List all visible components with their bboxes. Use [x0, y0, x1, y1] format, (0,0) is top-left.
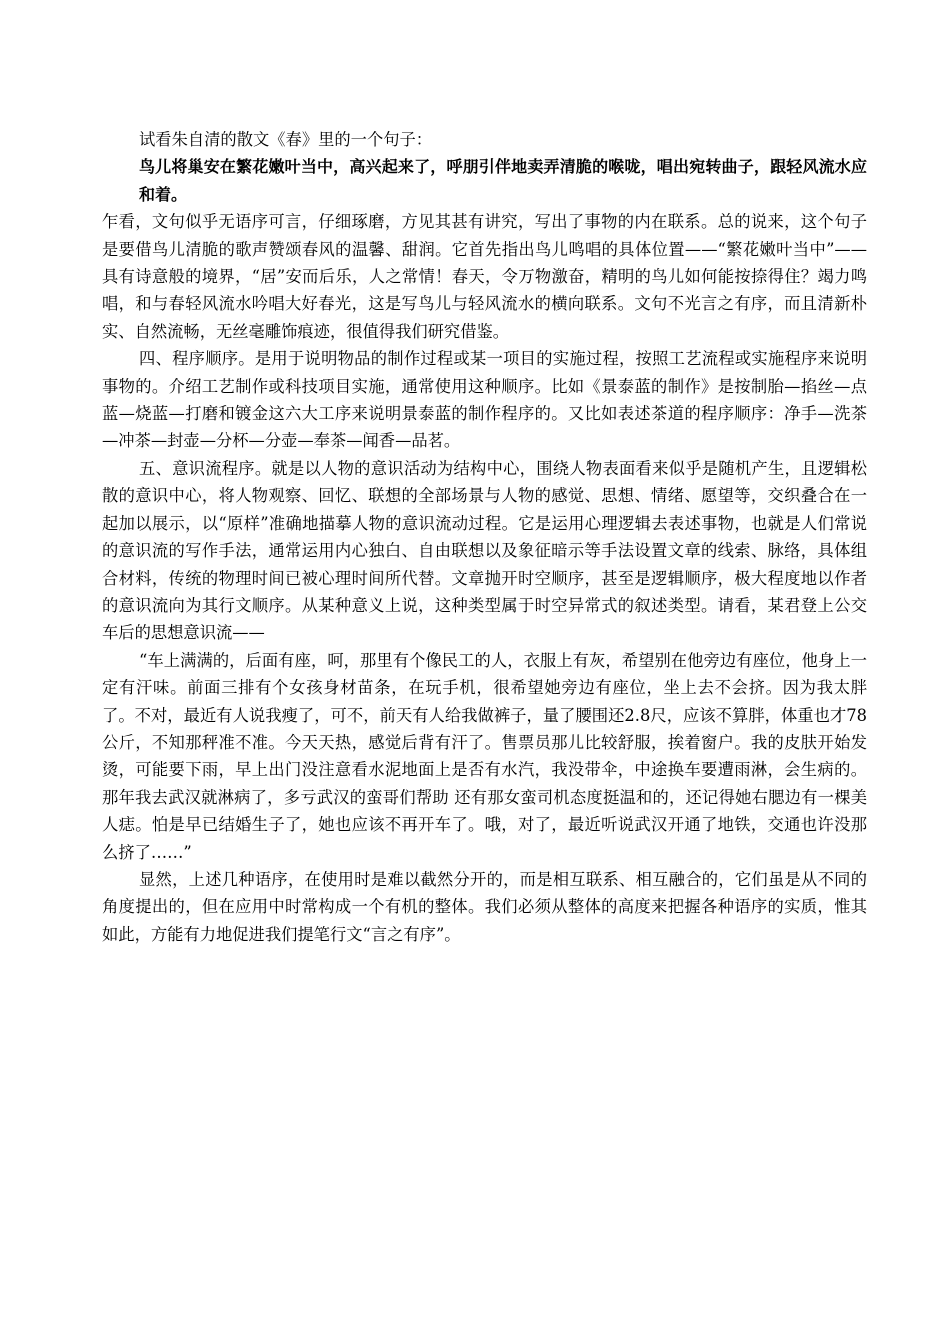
- document-page: [102, 126, 867, 948]
- section-five-paragraph: 五、意识流程序。就是以人物的意识活动为结构中心，围绕人物表面看来似乎是随机产生，且逻辑松散的意识中心，将人物观察、回忆、联想的全部场景与人物的感觉、思想、情绪、愿望等，交织叠合在一起加以展示，以“原样”准确地描摹人物的意识流动过程。它是运用心理逻辑去表述事物，也就是人们常说的意识流的写作手法，通常运用内心独白、自由联想以及象征暗示等手法设置文章的线索、脉络，具体组合材料，传统的物理时间已被心理时间所代替。文章抛开时空顺序，甚至是逻辑顺序，极大程度地以作者的意识流向为其行文顺序。从某种意义上说，这种类型属于时空异常式的叙述类型。请看，某君登上公交车后的思想意识流——: [102, 458, 867, 643]
- section-four-paragraph: 四、程序顺序。是用于说明物品的制作过程或某一项目的实施过程，按照工艺流程或实施程序来说明事物的。介绍工艺制作或科技项目实施，通常使用这种顺序。比如《景泰蓝的制作》是按制胎—掐丝—点蓝—烧蓝—打磨和镀金这六大工序来说明景泰蓝的制作程序的。又比如表述茶道的程序顺序：净手—洗茶—冲茶—封壶—分杯—分壶—奉茶—闻香—品茗。: [102, 349, 867, 451]
- bold-quote: 鸟儿将巢安在繁花嫩叶当中，高兴起来了，呼朋引伴地卖弄清脆的喉咙，唱出宛转曲子，跟轻风流水应和着。: [139, 157, 867, 204]
- analysis-paragraph: 乍看，文句似乎无语序可言，仔细琢磨，方见其甚有讲究，写出了事物的内在联系。总的说来，这个句子是要借鸟儿清脆的歌声赞颂春风的温馨、甜润。它首先指出鸟儿鸣唱的具体位置——“繁花嫩叶当中”——具有诗意般的境界，“居”安而后乐，人之常情！春天，令万物激奋，精明的鸟儿如何能按捺得住？竭力鸣唱，和与春轻风流水吟唱大好春光，这是写鸟儿与轻风流水的横向联系。文句不光言之有序，而且清新朴实、自然流畅，无丝毫雕饰痕迹，很值得我们研究借鉴。: [102, 212, 867, 341]
- conclusion-paragraph: 显然，上述几种语序，在使用时是难以截然分开的，而是相互联系、相互融合的，它们虽是从不同的角度提出的，但在应用中时常构成一个有机的整体。我们必须从整体的高度来把握各种语序的实质，惟其如此，方能有力地促进我们提笔行文“言之有序”。: [102, 869, 867, 944]
- intro-line: 试看朱自清的散文《春》里的一个句子：: [139, 130, 433, 149]
- stream-of-consciousness-quote: “车上满满的，后面有座，呵，那里有个像民工的人，衣服上有灰，希望别在他旁边有座位，他身上一定有汗味。前面三排有个女孩身材苗条，在玩手机，很希望她旁边有座位，坐上去不会挤。因为我太胖了。不对，最近有人说我瘦了，可不，前天有人给我做裤子，量了腰围还2.8尺，应该不算胖，体重也才78公斤，不知那秤准不准。今天天热，感觉后背有汗了。售票员那儿比较舒服，挨着窗户。我的皮肤开始发烫，可能要下雨，早上出门没注意看水泥地面上是否有水汽，我没带伞，中途换车要遭雨淋，会生病的。那年我去武汉就淋病了，多亏武汉的蛮哥们帮助 还有那女蛮司机态度挺温和的，还记得她右腮边有一棵美人痣。怕是早已结婚生子了，她也应该不再开车了。哦，对了，最近听说武汉开通了地铁，交通也许没那么挤了……”: [102, 650, 867, 862]
